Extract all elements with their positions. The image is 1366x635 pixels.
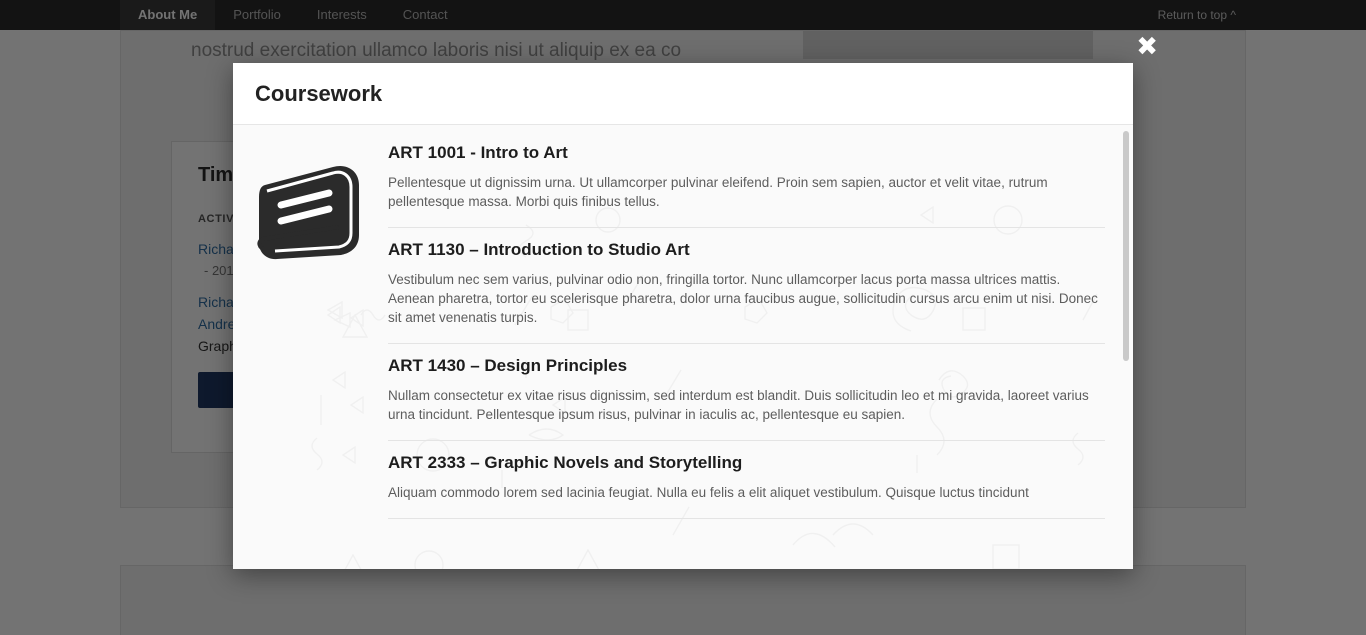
modal-body[interactable] (233, 125, 1133, 569)
modal-header (233, 63, 1133, 125)
course-item (388, 441, 1105, 519)
course-item (388, 344, 1105, 441)
coursework-modal (233, 63, 1133, 569)
course-list (388, 139, 1133, 569)
course-item (388, 228, 1105, 344)
book-icon (255, 161, 367, 261)
course-title: ART 2333 – Graphic Novels and Storytelling (388, 453, 743, 472)
close-icon[interactable]: ✖ (1136, 32, 1158, 62)
modal-scrollbar-thumb[interactable] (1123, 131, 1129, 361)
course-title: ART 1001 - Intro to Art (388, 143, 568, 162)
course-item (388, 139, 1105, 228)
course-description: Nullam consectetur ex vitae risus dignissim, sed interdum est blandit. Duis sollicitudin leo et mi gravida, laoreet varius urna tincidunt. Pellentesque ipsum risus, pulvinar in iaculis ac, pellentesque eu sapien. (388, 388, 1089, 422)
modal-title: Coursework (255, 80, 383, 106)
modal-content (233, 125, 1133, 569)
course-description: Aliquam commodo lorem sed lacinia feugiat. Nulla eu felis a elit aliquet vestibulum. Quisque luctus tincidunt (388, 485, 1029, 500)
course-description: Vestibulum nec sem varius, pulvinar odio non, fringilla tortor. Nunc ullamcorper lacus porta massa ultrices mattis. Aenean pharetra, tortor eu scelerisque pharetra, dolor urna faucibus augue, sollicitudin cursus arcu enim ut nisi. Donec sit amet venenatis turpis. (388, 272, 1098, 325)
course-title: ART 1430 – Design Principles (388, 356, 628, 375)
course-title: ART 1130 – Introduction to Studio Art (388, 240, 690, 259)
book-icon-column (233, 139, 388, 569)
course-description: Pellentesque ut dignissim urna. Ut ullamcorper pulvinar eleifend. Proin sem sapien, auctor et velit vitae, rutrum pellentesque massa. Morbi quis finibus tellus. (388, 175, 1048, 209)
